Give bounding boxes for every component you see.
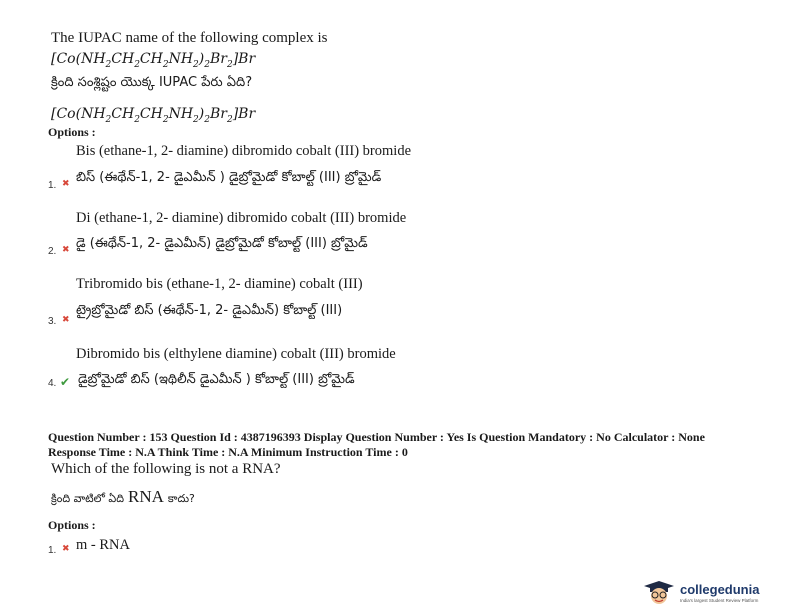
option-1-telugu: బిస్ (ఈథేన్-1, 2- డైఎమీన్ ) డైబ్రోమైడో కోబాల్ట్ (III) బ్రోమైడ్ <box>76 170 382 185</box>
telugu-text: కాదు? <box>167 492 195 505</box>
option-2-number: 2. <box>48 246 57 257</box>
collegedunia-logo <box>642 580 782 606</box>
cross-icon: ✖ <box>62 245 70 255</box>
option-1-number: 1. <box>48 180 57 191</box>
telugu-text: క్రింది వాటిలో ఏది <box>51 492 125 505</box>
option-3-number: 3. <box>48 316 57 327</box>
options-label: Options : <box>48 518 96 532</box>
question-meta: Question Number : 153 Question Id : 4387196393 Display Question Number : Yes Is Question Mandatory : No Calculator : None <box>48 430 705 444</box>
question-text-telugu: క్రింది సంశ్లిష్టం యొక్క IUPAC పేరు ఏది? <box>51 75 253 90</box>
logo-tagline: India's largest Student Review Platform <box>680 598 759 603</box>
cross-icon: ✖ <box>62 315 70 325</box>
complex-formula: $[Co(NH_2CH_2CH_2NH_2)_2Br_2]Br$ <box>51 51 256 70</box>
question-text: The IUPAC name of the following complex is <box>51 30 328 46</box>
question-text-telugu <box>51 487 195 508</box>
option-1-english: m - RNA <box>76 537 130 553</box>
question-meta-timing: Response Time : N.A Think Time : N.A Minimum Instruction Time : 0 <box>48 445 408 459</box>
option-2-telugu: డై (ఈథేన్-1, 2- డైఎమీన్) డైబ్రోమైడో కోబాల్ట్ (III) బ్రోమైడ్ <box>76 236 368 251</box>
logo-name: collegedunia <box>680 582 760 597</box>
option-1-number: 1. <box>48 545 57 556</box>
option-1-english: Bis (ethane-1, 2- diamine) dibromido cobalt (III) bromide <box>76 143 412 159</box>
option-4-number: 4. <box>48 378 57 389</box>
option-2-english: Di (ethane-1, 2- diamine) dibromido cobalt (III) bromide <box>76 210 407 226</box>
mascot-icon <box>642 580 676 606</box>
cross-icon: ✖ <box>62 544 70 554</box>
question-text: Which of the following is not a RNA? <box>51 461 281 477</box>
options-label: Options : <box>48 125 96 139</box>
check-icon: ✔ <box>60 375 71 389</box>
option-3-english: Tribromido bis (ethane-1, 2- diamine) cobalt (III) <box>76 276 363 292</box>
option-4-telugu: డైబ్రోమైడో బిస్ (ఇథిలీన్ డైఎమీన్ ) కోబాల్ట్ (III) బ్రోమైడ్ <box>78 372 355 387</box>
option-3-telugu: ట్రైబ్రోమైడో బిస్ (ఈథేన్-1, 2- డైఎమీన్) కోబాల్ట్ (III) <box>76 303 343 318</box>
cross-icon: ✖ <box>62 179 70 189</box>
option-4-english: Dibromido bis (elthylene diamine) cobalt (III) bromide <box>76 346 396 362</box>
rna-text: RNA <box>128 487 164 506</box>
complex-formula-repeat: $[Co(NH_2CH_2CH_2NH_2)_2Br_2]Br$ <box>51 106 256 125</box>
